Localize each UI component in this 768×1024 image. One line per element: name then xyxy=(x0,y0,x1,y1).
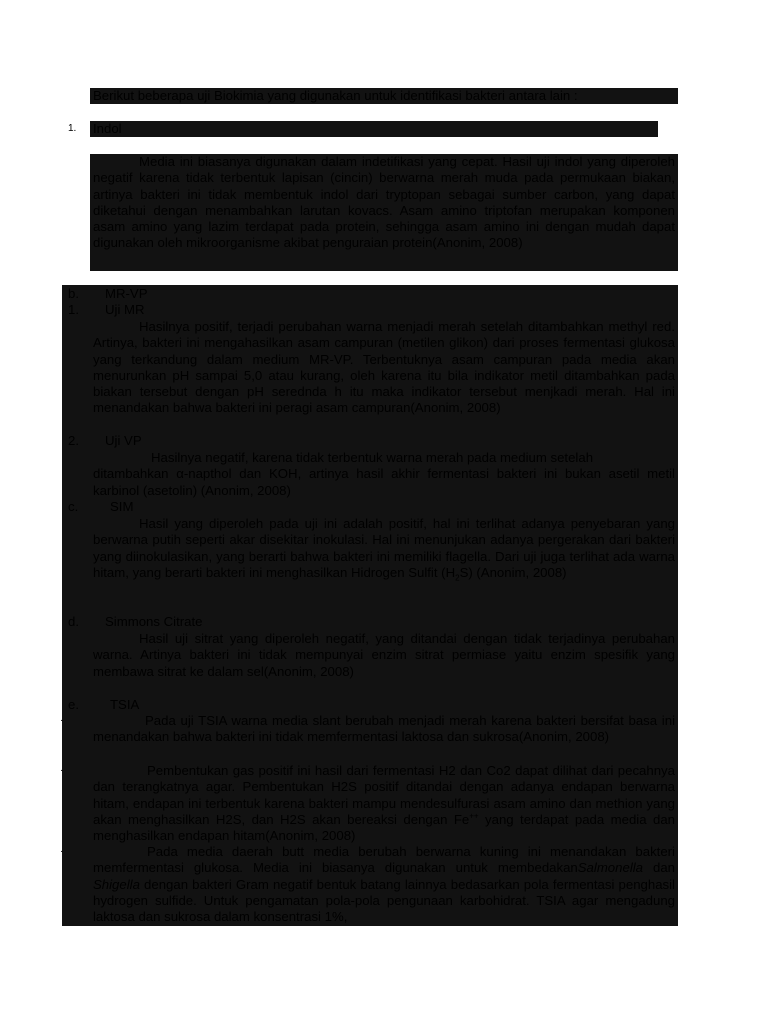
tsia-letter: e. xyxy=(68,697,79,712)
tsia-text-3 xyxy=(93,844,675,925)
mr-paragraph xyxy=(93,319,675,417)
tsia-paragraph-2 xyxy=(93,763,675,844)
highlight-left-margin xyxy=(62,285,90,926)
tsia-text-2a: Pembentukan gas positif ini hasil dari fermentasi H2 dan Co2 dapat dilihat dari pecahnya dan terangkatnya agar. Pembentukan H2S positif ditandai dengan adanya endapan berwarna hitam, endapan ini terbentuk karena bakteri mampu mendesulfurasi asam amino dan methion yang akan menghasilkan H2S, dan H2S akan bereaksi dengan Fe xyxy=(93,763,675,827)
tsia-bullet-2: · xyxy=(60,765,64,776)
sim-text xyxy=(93,516,675,581)
citrate-text: Hasil uji sitrat yang diperoleh negatif, yang ditandai dengan tidak terjadinya perubahan warna. Artinya bakteri ini tidak mempunyai enzim sitrat permiase yaitu enzim spesifik yang membawa sitrat ke dalam sel(Anonim, 2008) xyxy=(93,631,675,679)
vp-title: Uji VP xyxy=(105,433,142,448)
sim-letter: c. xyxy=(68,499,79,514)
tsia-paragraph-3 xyxy=(93,844,675,925)
citrate-paragraph xyxy=(93,631,675,680)
vp-paragraph xyxy=(93,450,675,499)
tsia-superscript: ++ xyxy=(469,811,479,821)
intro-line: Berikut beberapa uji Biokimia yang digunakan untuk identifikasi bakteri antara lain : xyxy=(93,88,578,103)
sim-text-a: Hasil yang diperoleh pada uji ini adalah positif, hal ini terlihat adanya penyebaran yang berwarna putih seperti akar disekitar inokulasi. Hal ini menunjukan adanya pergerakan dari bakteri yang diinokulasikan, yang berarti bahwa bakteri ini memiliki flagella. Dari uji juga terlihat ada warna hitam, yang berarti bakteri ini menghasilkan Hidrogen Sulfit (H xyxy=(93,516,675,580)
tsia-paragraph-1 xyxy=(93,713,675,746)
tsia-text-2 xyxy=(93,763,675,844)
indol-number: 1. xyxy=(68,123,77,134)
indol-paragraph xyxy=(93,154,675,252)
vp-text-b: ditambahkan α-napthol dan KOH, artinya hasil akhir fermentasi bakteri ini bukan asetil metil karbinol (asetolin) (Anonim, 2008) xyxy=(93,466,675,498)
mr-title: Uji MR xyxy=(105,302,145,317)
mrvp-letter: b. xyxy=(68,286,79,301)
indol-text: Media ini biasanya digunakan dalam indetifikasi yang cepat. Hasil uji indol yang diperoleh negatif karena tidak terbentuk lapisan (cincin) berwarna merah muda pada permukaan biakan, artinya bakteri ini tidak membentuk indol dari tryptopan sebagai sumber carbon, yang dapat diketahui dengan menambahkan larutan kovacs. Asam amino triptofan merupakan komponen asam amino yang lazim terdapat pada protein, sehingga asam amino ini dengan mudah dapat digunakan oleh mikroorganisme akibat penguraian protein(Anonim, 2008) xyxy=(93,154,675,251)
shigella-term: Shigella xyxy=(93,876,140,892)
sim-paragraph xyxy=(93,516,675,581)
tsia-title: TSIA xyxy=(110,697,140,712)
sim-title: SIM xyxy=(110,499,134,514)
citrate-title: Simmons Citrate xyxy=(105,614,203,629)
tsia-text-2b: yang terdapat pada media dan menghasilkan endapan hitam(Anonim, 2008) xyxy=(93,811,675,844)
mrvp-title: MR-VP xyxy=(105,286,148,301)
vp-number: 2. xyxy=(68,433,79,448)
tsia-bullet-1: · xyxy=(60,715,64,726)
salmonella-term: Salmonella xyxy=(577,860,644,876)
citrate-letter: d. xyxy=(68,614,79,629)
sim-text-b: S) (Anonim, 2008) xyxy=(459,564,567,580)
sim-subscript: 2 xyxy=(455,573,460,583)
tsia-bullet-3: · xyxy=(60,846,64,857)
vp-text-a: Hasilnya negatif, karena tidak terbentuk warna merah pada medium setelah xyxy=(151,450,594,465)
mr-number: 1. xyxy=(68,302,79,317)
tsia-text-3b: dengan bakteri Gram negatif bentuk batang lainnya bedasarkan pola fermentasi penghasil hydrogen sulfide. Untuk pengamatan pola-pola pengunaan karbohidrat. TSIA agar mengadung laktosa dan sukrosa dalam konsentrasi 1%, xyxy=(93,876,675,925)
tsia-text-3a: Pada media daerah butt media berubah berwarna kuning ini menandakan bakteri memfermentasi glukosa. Media ini biasanya digunakan untuk membedakan xyxy=(93,844,675,876)
tsia-text-1: Pada uji TSIA warna media slant berubah menjadi merah karena bakteri bersifat basa ini menandakan bahwa bakteri ini tidak memfermentasi laktosa dan sukrosa(Anonim, 2008) xyxy=(93,713,675,745)
mr-text: Hasilnya positif, terjadi perubahan warna menjadi merah setelah ditambahkan methyl red. Artinya, bakteri ini mengahasilkan asam campuran (metilen glikon) dari proses fermentasi glukosa yang terkandung dalam medium MR-VP. Terbentuknya asam campuran pada media akan menurunkan pH sampai 5,0 atau kurang, oleh karena itu bila indikator metil ditambahkan pada biakan tersebut dengan pH serednda h itu maka indikator tersebut menjkadi merah. Hal ini menandakan bahwa bakteri ini peragi asam campuran(Anonim, 2008) xyxy=(93,319,675,416)
tsia-and-1: dan xyxy=(643,860,675,876)
indol-title: Indol xyxy=(93,121,122,136)
highlight-indol-title xyxy=(90,121,658,137)
